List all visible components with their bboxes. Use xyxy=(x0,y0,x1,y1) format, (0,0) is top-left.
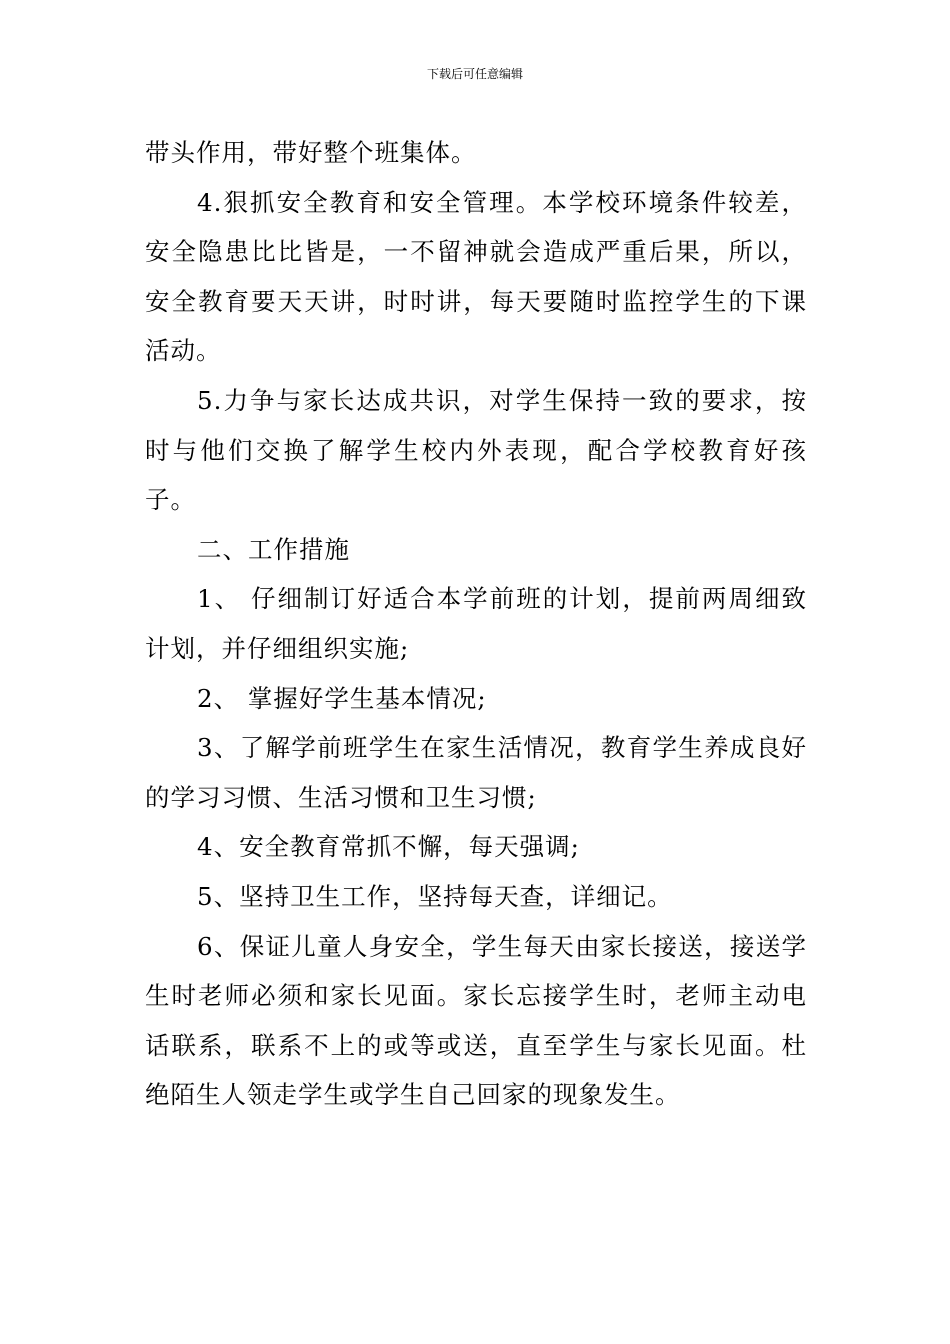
section-heading: 二、工作措施 xyxy=(197,534,350,564)
paragraph-item-5: 5.力争与家长达成共识，对学生保持一致的要求，按时与他们交换了解学生校内外表现，配合学校教育好孩子。 xyxy=(145,385,807,515)
paragraph-continuation: 带头作用，带好整个班集体。 xyxy=(145,138,477,167)
paragraph-item-4: 4.狠抓安全教育和安全管理。本学校环境条件较差，安全隐患比比皆是，一不留神就会造成严重后果，所以，安全教育要天天讲，时时讲，每天要随时监控学生的下课活动。 xyxy=(145,187,807,366)
measure-item-2: 2、 掌握好学生基本情况; xyxy=(197,683,487,713)
measure-item-5: 5、坚持卫生工作，坚持每天查，详细记。 xyxy=(197,881,673,911)
measure-item-6: 6、保证儿童人身安全，学生每天由家长接送，接送学生时老师必须和家长见面。家长忘接学生时，老师主动电话联系，联系不上的或等或送，直至学生与家长见面。杜绝陌生人领走学生或学生自己回家的现象发生。 xyxy=(145,931,807,1110)
measure-item-4: 4、安全教育常抓不懈，每天强调; xyxy=(197,832,580,862)
measure-item-1: 1、 仔细制订好适合本学前班的计划，提前两周细致计划，并仔细组织实施; xyxy=(145,584,807,663)
page-header: 下载后可任意编辑 xyxy=(426,67,523,81)
measure-item-3: 3、了解学前班学生在家生活情况，教育学生养成良好的学习习惯、生活习惯和卫生习惯; xyxy=(145,733,807,812)
document-body xyxy=(145,128,807,1120)
